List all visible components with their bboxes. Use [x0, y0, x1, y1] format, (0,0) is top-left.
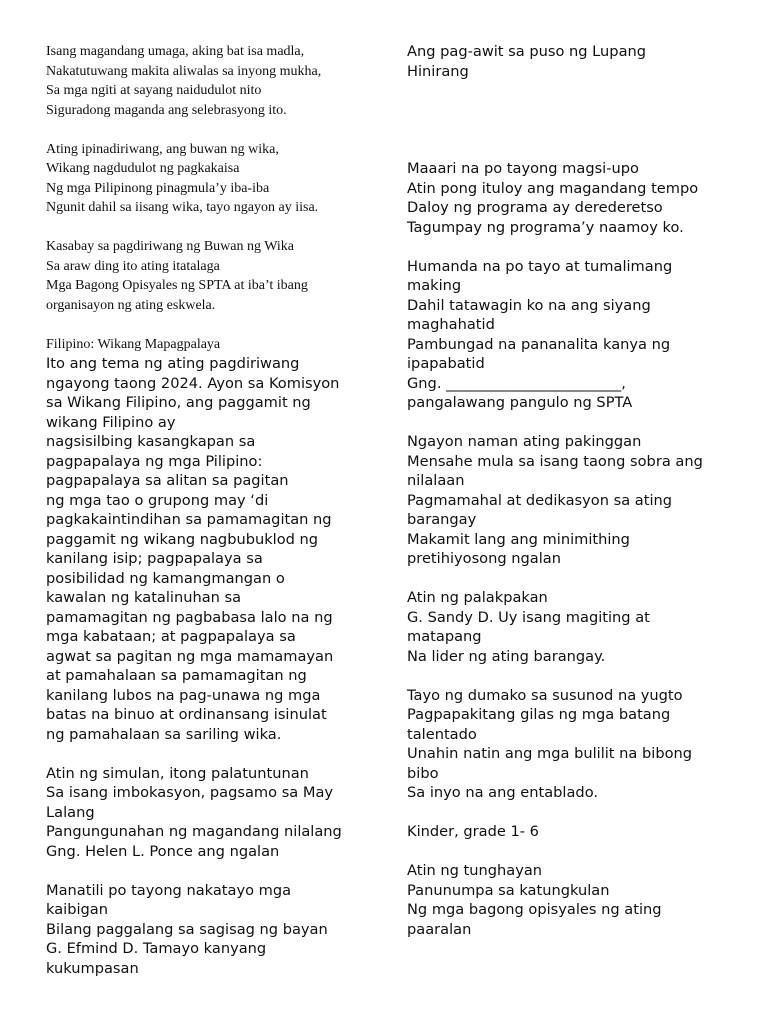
poem-line: ipapabatid — [407, 355, 485, 372]
poem-line: Panunumpa sa katungkulan — [407, 881, 610, 899]
stanza-oath — [407, 861, 737, 939]
poem-line: Dahil tatawagin ko na ang siyang — [407, 296, 651, 314]
poem-line: Atin ng tunghayan — [407, 862, 543, 879]
poem-line: pretihiyosong ngalan — [407, 550, 561, 567]
paragraph-line: kanilang isip; pagpapalaya sa — [46, 550, 263, 567]
poem-line: bibo — [407, 764, 439, 782]
poem-line: Tagumpay ng programa’y naamoy ko. — [407, 218, 684, 236]
poem-line: Sa inyo na ang entablado. — [407, 784, 599, 801]
poem-line: Ng mga Pilipinong pinagmula’y iba-iba — [46, 180, 270, 196]
theme-paragraph — [46, 354, 366, 744]
poem-line: pangalawang pangulo ng SPTA — [407, 394, 633, 411]
poem-line: talentado — [407, 725, 477, 743]
poem-line: Ng mga bagong opisyales ng ating — [407, 901, 662, 918]
name-blank-line: Gng. ________________________, — [407, 374, 626, 392]
poem-line: Ngunit dahil sa iisang wika, tayo ngayon ay iisa. — [46, 200, 319, 215]
poem-line: Isang magandang umaga, aking bat isa madla, — [46, 44, 305, 59]
poem-line: Ang pag-awit sa puso ng Lupang — [407, 43, 647, 60]
paragraph-line: sa Wikang Filipino, ang paggamit ng — [46, 394, 311, 411]
paragraph-line: wikang Filipino ay — [46, 413, 176, 431]
paragraph-line: pamamagitan ng pagbabasa lalo na ng — [46, 608, 333, 626]
poem-line: Siguradong maganda ang selebrasyong ito. — [46, 102, 287, 118]
poem-line: Kasabay sa pagdiriwang ng Buwan ng Wika — [46, 239, 295, 254]
paragraph-line: agwat sa pagitan ng mga mamamayan — [46, 647, 334, 665]
paragraph-line: Ito ang tema ng ating pagdiriwang — [46, 355, 300, 372]
right-column — [407, 42, 737, 939]
stanza-officers — [46, 237, 366, 315]
poem-line: Lalang — [46, 803, 95, 821]
paragraph-line: at pamahalaan sa pamamagitan ng — [46, 667, 307, 684]
poem-line: Tayo ng dumako sa susunod na yugto — [407, 686, 683, 704]
paragraph-line: mga kabataan; at pagpapalaya sa — [46, 628, 296, 645]
poem-line: kaibigan — [46, 901, 108, 918]
poem-line: G. Sandy D. Uy isang magiting at — [407, 608, 650, 626]
paragraph-line: nagsisilbing kasangkapan sa — [46, 433, 256, 450]
paragraph-line: pagpapalaya ng mga Pilipino: — [46, 452, 263, 470]
poem-line: Pagpapakitang gilas ng mga batang — [407, 706, 671, 723]
stanza-invocation — [46, 764, 366, 862]
poem-line: Atin ng palakpakan — [407, 589, 548, 606]
poem-line: organisayon ng ating eskwela. — [46, 297, 216, 313]
stanza-talents — [407, 686, 737, 803]
poem-line: paaralan — [407, 920, 472, 938]
poem-line: Wikang nagdudulot ng pagkakaisa — [46, 161, 240, 176]
poem-line: nilalaan — [407, 472, 465, 489]
poem-line: making — [407, 277, 462, 294]
stanza-anthem — [46, 881, 366, 979]
poem-line: Atin pong ituloy ang magandang tempo — [407, 179, 699, 197]
poem-line: kukumpasan — [46, 959, 139, 977]
poem-line: Sa isang imbokasyon, pagsamo sa May — [46, 784, 334, 801]
poem-line: Makamit lang ang minimithing — [407, 530, 630, 548]
poem-line: barangay — [407, 511, 477, 528]
poem-line: Nakatutuwang makita aliwalas sa inyong mukha, — [46, 63, 322, 79]
stanza-seated — [407, 159, 737, 237]
poem-line: Hinirang — [407, 62, 469, 80]
poem-line: Humanda na po tayo at tumalimang — [407, 257, 673, 275]
stanza-applause — [407, 588, 737, 666]
paragraph-line: kanilang lubos na pag-unawa ng mga — [46, 686, 321, 704]
poem-line: Gng. Helen L. Ponce ang ngalan — [46, 842, 280, 860]
poem-line: Manatili po tayong nakatayo mga — [46, 881, 292, 899]
poem-line: Bilang paggalang sa sagisag ng bayan — [46, 920, 328, 938]
theme-label: Filipino: Wikang Mapagpalaya — [46, 336, 221, 352]
left-column — [46, 42, 366, 978]
paragraph-line: paggamit ng wikang nagbubuklod ng — [46, 530, 319, 548]
paragraph-line: posibilidad ng kamangmangan o — [46, 569, 285, 587]
stanza-language-month — [46, 140, 366, 218]
poem-line: Maaari na po tayong magsi-upo — [407, 160, 639, 177]
stanza-welcome — [407, 257, 737, 413]
paragraph-line: ngayong taong 2024. Ayon sa Komisyon — [46, 374, 340, 392]
poem-line: Ngayon naman ating pakinggan — [407, 433, 642, 450]
paragraph-line: kawalan ng katalinuhan sa — [46, 589, 242, 606]
poem-line: Pangungunahan ng magandang nilalang — [46, 823, 342, 840]
stanza-anthem-end — [407, 42, 737, 81]
poem-line: Na lider ng ating barangay. — [407, 647, 606, 665]
paragraph-line: pagpapalaya sa alitan sa pagitan — [46, 472, 289, 489]
poem-line: Ating ipinadiriwang, ang buwan ng wika, — [46, 141, 279, 157]
paragraph-line: ng pamahalaan sa sariling wika. — [46, 725, 282, 743]
poem-line: Mga Bagong Opisyales ng SPTA at iba’t ibang — [46, 278, 308, 293]
stanza-message — [407, 432, 737, 569]
paragraph-line: ng mga tao o grupong may ‘di — [46, 491, 269, 509]
poem-line: Sa mga ngiti at sayang naidudulot nito — [46, 83, 262, 98]
poem-line: Daloy ng programa ay derederetso — [407, 199, 663, 216]
poem-line: Pambungad na pananalita kanya ng — [407, 335, 671, 353]
paragraph-line: pagkakaintindihan sa pamamagitan ng — [46, 511, 332, 528]
stanza-greeting — [46, 42, 366, 120]
poem-line: matapang — [407, 628, 482, 645]
paragraph-line: batas na binuo at ordinansang isinulat — [46, 706, 327, 723]
poem-line: Mensahe mula sa isang taong sobra ang — [407, 452, 703, 470]
poem-line: maghahatid — [407, 316, 495, 333]
poem-line: Pagmamahal at dedikasyon sa ating — [407, 491, 673, 509]
poem-line: Unahin natin ang mga bulilit na bibong — [407, 745, 693, 762]
grades-line: Kinder, grade 1- 6 — [407, 823, 539, 840]
poem-line: Atin ng simulan, itong palatuntunan — [46, 764, 309, 782]
poem-line: Sa araw ding ito ating itatalaga — [46, 258, 220, 274]
poem-line: G. Efmind D. Tamayo kanyang — [46, 940, 267, 957]
